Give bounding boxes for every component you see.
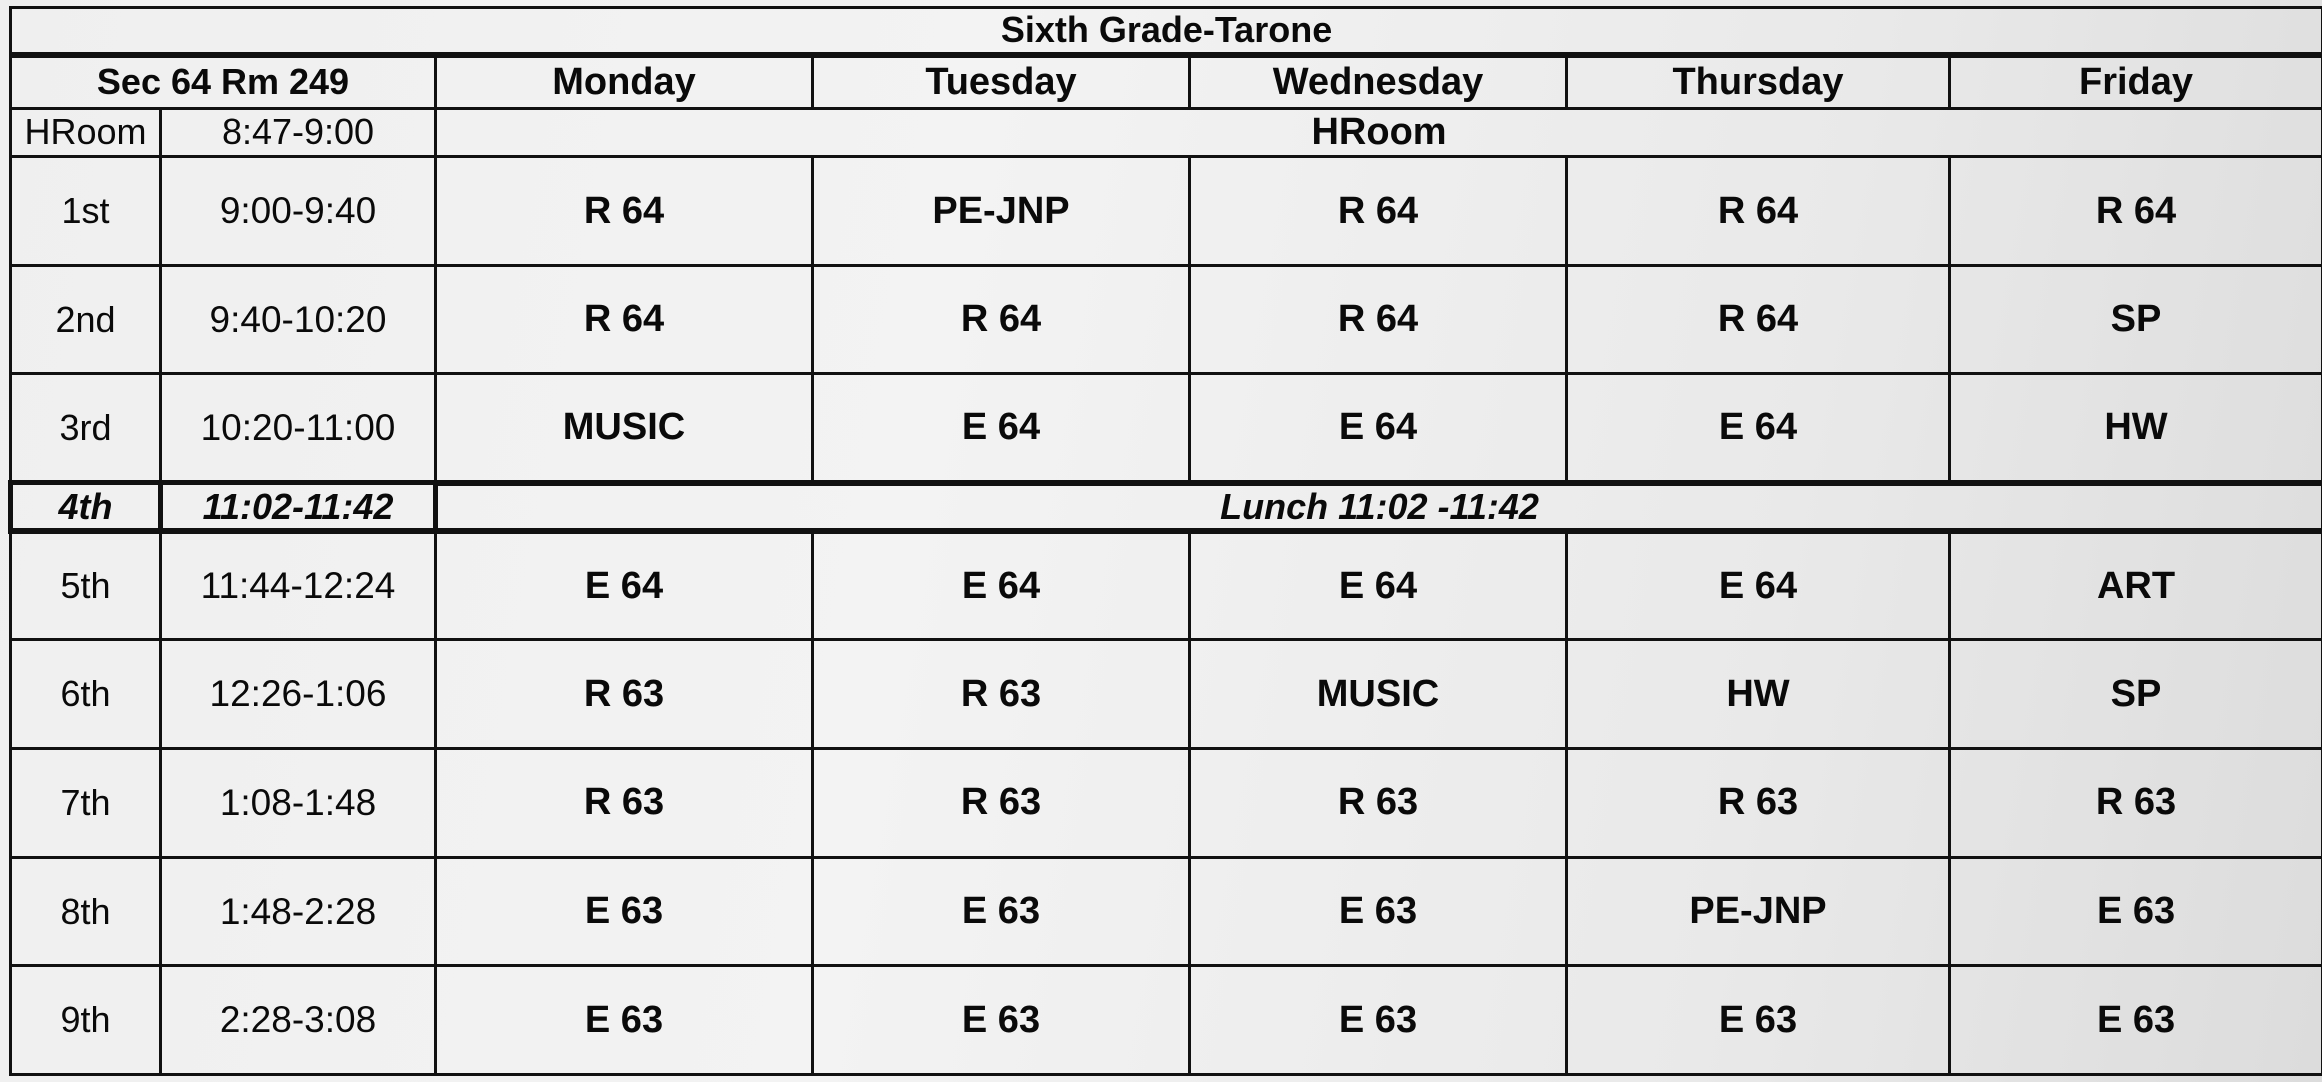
period-row (11, 749, 2322, 858)
class-cell: E 64 (1190, 374, 1567, 483)
class-cell: R 63 (436, 640, 813, 749)
day-header-tuesday: Tuesday (813, 55, 1190, 108)
period-row (11, 374, 2322, 483)
period-label: 7th (11, 749, 161, 858)
class-cell: R 64 (436, 157, 813, 266)
period-time: 2:28-3:08 (161, 966, 436, 1075)
period-label: 2nd (11, 265, 161, 374)
schedule-table (8, 6, 2322, 1076)
class-cell: E 64 (436, 531, 813, 640)
class-cell: R 63 (436, 749, 813, 858)
class-cell: E 63 (1190, 857, 1567, 966)
class-cell: PE-JNP (813, 157, 1190, 266)
lunch-label: Lunch 11:02 -11:42 (436, 483, 2322, 532)
class-cell: E 64 (1567, 374, 1950, 483)
period-row (11, 640, 2322, 749)
period-time: 12:26-1:06 (161, 640, 436, 749)
period-row (11, 966, 2322, 1075)
class-cell: R 64 (1190, 265, 1567, 374)
day-header-wednesday: Wednesday (1190, 55, 1567, 108)
period-label: 9th (11, 966, 161, 1075)
class-cell: R 63 (813, 749, 1190, 858)
class-cell: SP (1950, 265, 2322, 374)
section-label: Sec 64 Rm 249 (11, 55, 436, 108)
homeroom-row (11, 108, 2322, 157)
class-cell: MUSIC (1190, 640, 1567, 749)
period-row (11, 265, 2322, 374)
title-row (11, 8, 2322, 55)
period-label: 5th (11, 531, 161, 640)
homeroom-activity: HRoom (436, 108, 2322, 157)
class-cell: R 64 (1190, 157, 1567, 266)
class-cell: R 64 (813, 265, 1190, 374)
period-time: 9:40-10:20 (161, 265, 436, 374)
period-label: 8th (11, 857, 161, 966)
period-time: 1:48-2:28 (161, 857, 436, 966)
class-cell: E 64 (1567, 531, 1950, 640)
lunch-time: 11:02-11:42 (161, 483, 436, 532)
period-time: 9:00-9:40 (161, 157, 436, 266)
header-row (11, 55, 2322, 108)
class-cell: R 63 (813, 640, 1190, 749)
class-cell: SP (1950, 640, 2322, 749)
schedule-title: Sixth Grade-Tarone (11, 8, 2322, 55)
class-cell: E 63 (1950, 966, 2322, 1075)
class-cell: E 63 (436, 966, 813, 1075)
class-cell: R 63 (1950, 749, 2322, 858)
homeroom-label: HRoom (11, 108, 161, 157)
class-cell: E 63 (1567, 966, 1950, 1075)
period-time: 1:08-1:48 (161, 749, 436, 858)
lunch-row (11, 483, 2322, 532)
period-row (11, 857, 2322, 966)
class-cell: R 64 (1950, 157, 2322, 266)
day-header-monday: Monday (436, 55, 813, 108)
period-label: 6th (11, 640, 161, 749)
period-time: 10:20-11:00 (161, 374, 436, 483)
day-header-thursday: Thursday (1567, 55, 1950, 108)
period-row (11, 531, 2322, 640)
class-cell: HW (1950, 374, 2322, 483)
class-cell: E 63 (813, 857, 1190, 966)
class-cell: PE-JNP (1567, 857, 1950, 966)
period-label: 1st (11, 157, 161, 266)
class-cell: R 63 (1567, 749, 1950, 858)
class-cell: R 63 (1190, 749, 1567, 858)
class-cell: MUSIC (436, 374, 813, 483)
homeroom-time: 8:47-9:00 (161, 108, 436, 157)
class-cell: E 63 (1190, 966, 1567, 1075)
period-time: 11:44-12:24 (161, 531, 436, 640)
period-row (11, 157, 2322, 266)
day-header-friday: Friday (1950, 55, 2322, 108)
class-cell: E 64 (1190, 531, 1567, 640)
class-cell: R 64 (436, 265, 813, 374)
class-cell: E 63 (1950, 857, 2322, 966)
class-cell: R 64 (1567, 157, 1950, 266)
class-cell: HW (1567, 640, 1950, 749)
class-cell: E 64 (813, 374, 1190, 483)
class-cell: R 64 (1567, 265, 1950, 374)
class-cell: E 63 (436, 857, 813, 966)
lunch-period-label: 4th (11, 483, 161, 532)
class-cell: ART (1950, 531, 2322, 640)
period-label: 3rd (11, 374, 161, 483)
class-cell: E 63 (813, 966, 1190, 1075)
class-cell: E 64 (813, 531, 1190, 640)
